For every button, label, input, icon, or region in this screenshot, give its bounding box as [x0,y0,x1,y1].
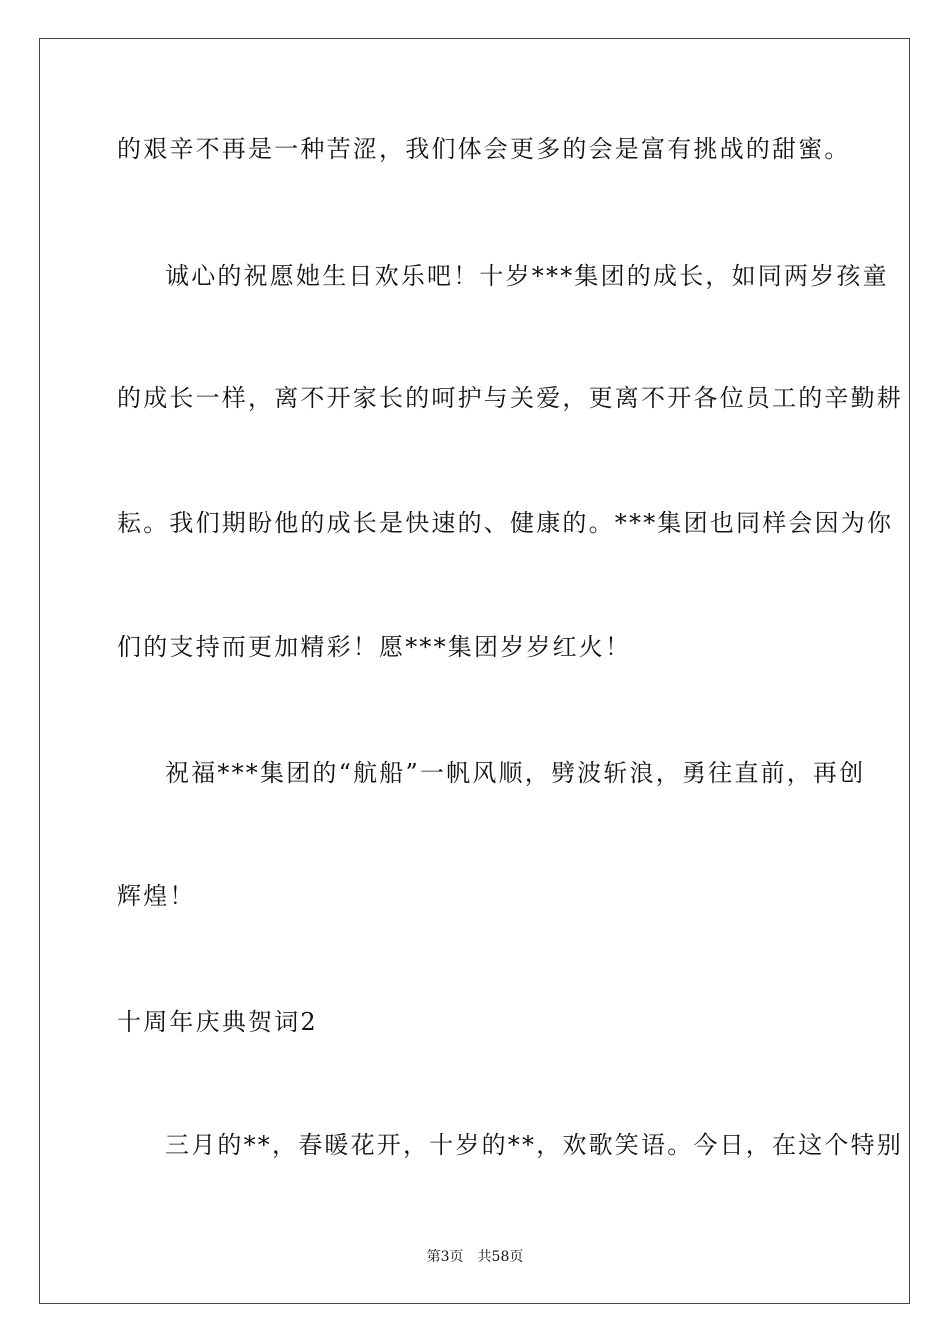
body-line-1: 的艰辛不再是一种苦涩，我们体会更多的会是富有挑战的甜蜜。 [117,135,851,163]
body-line-4: 耘。我们期盼他的成长是快速的、健康的。***集团也同样会因为你 [117,509,894,537]
page-number: 第3页 [426,1249,464,1265]
page-footer [0,1248,950,1266]
body-line-2: 诚心的祝愿她生日欢乐吧！十岁***集团的成长，如同两岁孩童 [165,262,889,290]
body-line-6: 祝福***集团的“航船”一帆风顺，劈波斩浪，勇往直前，再创 [165,759,866,787]
body-line-7: 辉煌！ [117,882,196,910]
page-border [39,38,910,1304]
body-line-8: 三月的**，春暖花开，十岁的**，欢歌笑语。今日，在这个特别 [165,1131,903,1159]
section-heading: 十周年庆典贺词2 [117,1008,318,1036]
page-total: 共58页 [477,1249,524,1265]
body-line-5: 们的支持而更加精彩！愿***集团岁岁红火！ [117,633,632,661]
body-line-3: 的成长一样，离不开家长的呵护与关爱，更离不开各位员工的辛勤耕 [117,384,903,412]
